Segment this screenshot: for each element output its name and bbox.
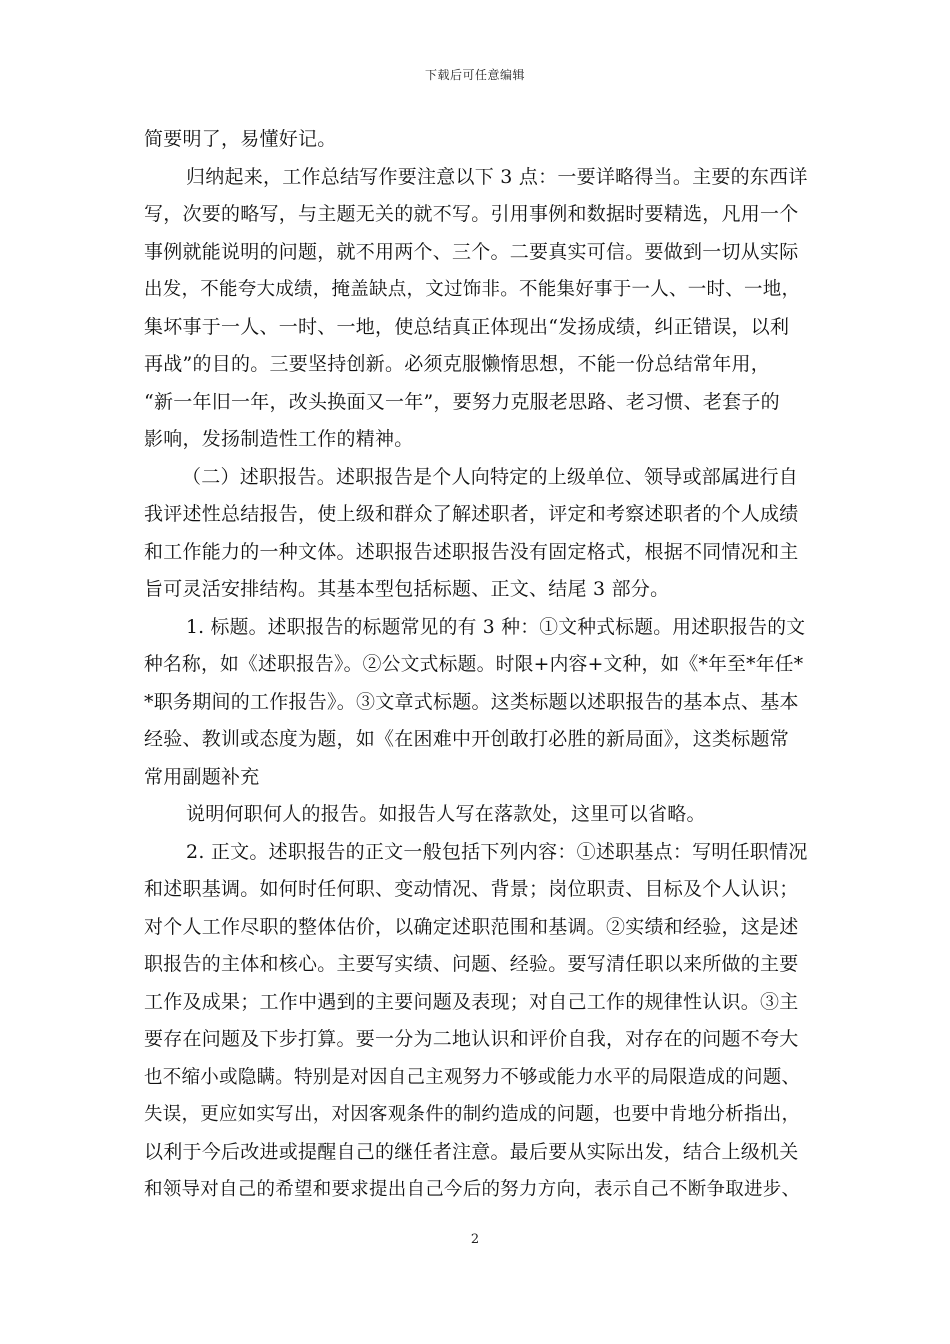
body-line: 种名称，如《述职报告》。②公文式标题。时限+内容+文种，如《*年至*年任* (144, 654, 804, 675)
body-line: 影响，发扬制造性工作的精神。 (144, 428, 414, 450)
body-line: 对个人工作尽职的整体估价，以确定述职范围和基调。②实绩和经验，这是述 (144, 915, 799, 938)
body-line: 出发，不能夸大成绩，掩盖缺点，文过饰非。不能集好事于一人、一时、一地， (144, 279, 801, 300)
body-line: 和述职基调。如何时任何职、变动情况、背景；岗位职责、目标及个人认识； (144, 878, 799, 900)
body-line: 工作及成果；工作中遇到的主要问题及表现；对自己工作的规律性认识。③主 (144, 990, 799, 1013)
document-body (144, 121, 808, 1209)
section-heading-line: （二）述职报告。述职报告是个人向特定的上级单位、领导或部属进行自 (182, 465, 799, 488)
body-line: 旨可灵活安排结构。其基本型包括标题、正文、结尾 3 部分。 (144, 578, 670, 600)
body-line: 和工作能力的一种文体。述职报告述职报告没有固定格式，根据不同情况和主 (144, 540, 799, 563)
body-line: 要存在问题及下步打算。要一分为二地认识和评价自我，对存在的问题不夸大 (144, 1028, 799, 1050)
body-line: 我评述性总结报告，使上级和群众了解述职者，评定和考察述职者的个人成绩 (144, 503, 799, 525)
body-line: *职务期间的工作报告》。③文章式标题。这类标题以述职报告的基本点、基本 (144, 690, 799, 713)
paragraph-start-line: 说明何职何人的报告。如报告人写在落款处，这里可以省略。 (186, 803, 706, 825)
body-line: “新一年旧一年，改头换面又一年”，要努力克服老思路、老习惯、老套子的 (144, 390, 780, 413)
paragraph-start-line: 归纳起来，工作总结写作要注意以下 3 点：一要详略得当。主要的东西详 (186, 165, 808, 188)
body-line: 和领导对自己的希望和要求提出自己今后的努力方向，表示自己不断争取进步、 (144, 1179, 801, 1200)
list-item-line: 2. 正文。述职报告的正文一般包括下列内容：①述职基点：写明任职情况 (186, 840, 808, 863)
page-header: 下载后可任意编辑 (424, 68, 525, 82)
body-line: 常用副题补充 (144, 765, 260, 788)
body-line: 再战”的目的。三要坚持创新。必须克服懒惰思想，不能一份总结常年用， (144, 353, 770, 375)
body-line: 集坏事于一人、一时、一地，使总结真正体现出“发扬成绩，纠正错误，以利 (144, 315, 790, 338)
body-line: 经验、教训或态度为题，如《在困难中开创敢打必胜的新局面》，这类标题常 (144, 728, 790, 750)
body-line: 以利于今后改进或提醒自己的继任者注意。最后要从实际出发，结合上级机关 (144, 1140, 799, 1163)
body-line: 失误，更应如实写出，对因客观条件的制约造成的问题，也要中肯地分析指出， (144, 1104, 801, 1125)
page-number: 2 (470, 1232, 480, 1247)
body-line: 写，次要的略写，与主题无关的就不写。引用事例和数据时要精选，凡用一个 (144, 203, 799, 225)
body-line: 简要明了，易懂好记。 (144, 128, 337, 150)
body-line: 职报告的主体和核心。主要写实绩、问题、经验。要写清任职以来所做的主要 (144, 953, 799, 975)
body-line: 事例就能说明的问题，就不用两个、三个。二要真实可信。要做到一切从实际 (144, 240, 799, 263)
list-item-line: 1. 标题。述职报告的标题常见的有 3 种：①文种式标题。用述职报告的文 (186, 616, 806, 638)
body-line: 也不缩小或隐瞒。特别是对因自己主观努力不够或能力水平的局限造成的问题、 (144, 1066, 801, 1088)
